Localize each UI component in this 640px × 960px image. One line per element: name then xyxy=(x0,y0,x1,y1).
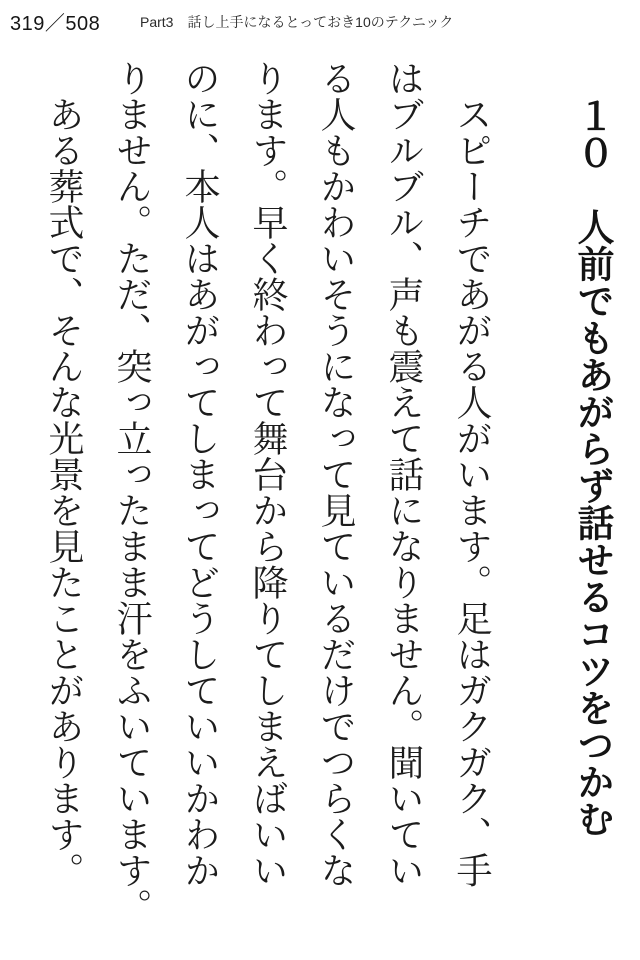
body-text-column: ある葬式で、そんな光景を見たことがあります。 xyxy=(44,96,85,888)
page-progress-indicator: 319／508 xyxy=(10,13,101,35)
body-columns xyxy=(30,60,506,940)
body-text-column: スピーチであがる人がいます。足はガクガク、手 xyxy=(452,96,493,888)
chapter-title-vertical: １０ 人前でもあがらず話せるコツをつかむ xyxy=(572,97,613,837)
body-text-column: る人もかわいそうになって見ているだけでつらくな xyxy=(316,60,357,888)
body-text-column: はブルブル、声も震えて話になりません。聞いてい xyxy=(384,60,425,888)
body-text-column: のに、本人はあがってしまってどうしていいかわか xyxy=(180,60,221,888)
body-text-column: ります。早く終わって舞台から降りてしまえばいい xyxy=(248,60,289,888)
body-text-column: りません。ただ、突っ立ったまま汗をふいています。 xyxy=(112,60,153,924)
running-header-section-title: Part3 話し上手になるとっておき10のテクニック xyxy=(140,14,454,30)
